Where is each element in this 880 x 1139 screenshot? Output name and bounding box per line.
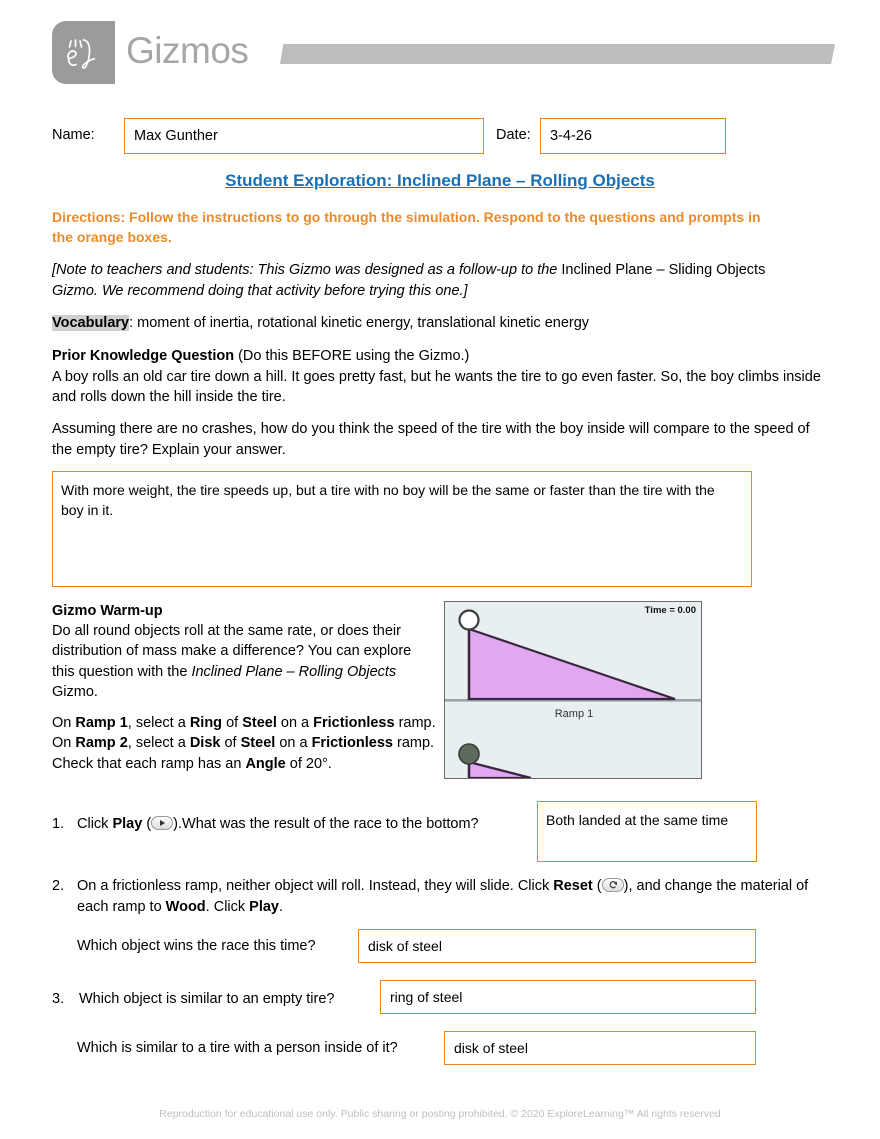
wp-t4: ramp. On: [52, 715, 436, 752]
wp-t2: of: [222, 715, 243, 731]
question-3-number: 3.: [52, 991, 65, 1007]
question-3b-label: Which is similar to a tire with a person inside of it?: [77, 1040, 398, 1056]
page-title: Student Exploration: Inclined Plane – Rolling Objects: [225, 171, 655, 190]
question-1-answer-value: Both landed at the same time: [546, 812, 729, 828]
gizmos-logo-badge: [52, 21, 115, 84]
name-label: Name:: [52, 127, 95, 143]
q1-post-b: ).What was the result of the race to the bottom?: [173, 816, 479, 832]
simulation-time-readout: Time = 0.00: [644, 605, 696, 616]
prior-knowledge-paragraph-1: A boy rolls an old car tire down a hill. It goes pretty fast, but he wants the tire to go even faster. So, the boy climbs inside and rolls down the hill inside the tire.: [52, 368, 821, 406]
wp-b8: Frictionless: [311, 735, 393, 752]
vocabulary-line: [52, 313, 589, 334]
gizmos-el-monogram-icon: [52, 21, 115, 84]
simulation-canvas: [445, 602, 701, 778]
q2-b: (: [592, 878, 602, 894]
question-1-answer-box[interactable]: [537, 801, 757, 862]
question-3-answer-box[interactable]: [380, 980, 756, 1014]
wp-b9: Angle: [245, 755, 286, 772]
wp-b1: Ramp 1: [75, 715, 128, 731]
prior-knowledge-paragraph-2: Assuming there are no crashes, how do you think the speed of the tire with the boy inside will compare to the speed of the empty tire? Explain your answer.: [52, 421, 810, 458]
page-header: [0, 0, 880, 100]
vocabulary-terms: moment of inertia, rotational kinetic energy, translational kinetic energy: [133, 315, 590, 331]
q2-bold-play: Play: [249, 898, 280, 915]
wp-b7: Steel: [240, 735, 276, 752]
wp-b6: Disk: [189, 735, 221, 752]
ring-object-icon: [460, 611, 479, 630]
question-3b-answer-box[interactable]: [444, 1031, 756, 1065]
question-3-text: Which object is similar to an empty tire?: [79, 991, 335, 1007]
wp-t6: of: [220, 735, 241, 752]
question-1: [52, 814, 522, 834]
q2-bold-reset: Reset: [553, 878, 593, 894]
wp-t1: , select a: [127, 715, 190, 731]
reset-button-icon[interactable]: [602, 878, 624, 892]
date-input[interactable]: [540, 118, 726, 154]
q2-bold-wood: Wood: [165, 898, 206, 915]
question-3b-answer-value: disk of steel: [454, 1040, 528, 1056]
q1-post-a: (: [142, 816, 152, 832]
name-input[interactable]: [124, 118, 484, 154]
q2-d: . Click: [205, 898, 250, 915]
date-label: Date:: [496, 127, 531, 143]
question-2b-answer-value: disk of steel: [368, 938, 442, 954]
q1-pre: Click: [77, 816, 113, 832]
name-input-value: Max Gunther: [134, 128, 218, 144]
page-footer: Reproduction for educational use only. Public sharing or posting prohibited. © 2020 ExploreLearning™ All rights reserved: [159, 1108, 721, 1120]
question-3-answer-value: ring of steel: [390, 989, 463, 1005]
directions-text: Directions: Follow the instructions to go through the simulation. Respond to the questions and prompts in the orange boxes.: [52, 209, 761, 245]
teacher-note: [52, 260, 814, 301]
header-gray-bar: [280, 44, 835, 64]
prior-knowledge-answer-box[interactable]: [52, 471, 752, 587]
vocabulary-label: Vocabulary: [52, 315, 130, 331]
note-italic-2: Gizmo. We recommend doing that activity before trying this one.]: [52, 282, 468, 299]
wp-t3: on a: [276, 715, 314, 731]
question-2: [52, 876, 820, 917]
prior-knowledge-answer-value: With more weight, the tire speeds up, but a tire with no boy will be the same or faster than the tire with the boy in it.: [61, 482, 715, 519]
question-2-text: [77, 876, 820, 917]
wp-t8: ramp. Check that each ramp has an: [52, 735, 435, 772]
wp-b5: Ramp 2: [75, 735, 128, 752]
warmup-p1-b: Gizmo.: [52, 684, 98, 701]
q2-e: .: [279, 898, 284, 915]
note-roman-1: Inclined Plane – Sliding Objects: [561, 262, 766, 278]
prior-knowledge-heading: Prior Knowledge Question: [52, 348, 235, 364]
warmup-paragraph-1: [52, 621, 436, 703]
gizmos-wordmark: Gizmos: [126, 30, 249, 71]
name-date-row: [0, 118, 880, 156]
question-1-text: [77, 814, 522, 834]
prior-knowledge-heading-suffix: (Do this BEFORE using the Gizmo.): [234, 348, 470, 364]
wp-b2: Ring: [189, 715, 223, 731]
question-1-number: 1.: [52, 816, 65, 832]
warmup-paragraph-2: [52, 713, 436, 774]
prior-knowledge-block: [52, 346, 822, 408]
question-2-number: 2.: [52, 878, 65, 894]
wp-t5: , select a: [127, 735, 190, 752]
wp-b4: Frictionless: [313, 715, 395, 731]
wp-b3: Steel: [242, 715, 277, 731]
warmup-p1-gizmo-name: Inclined Plane – Rolling Objects: [191, 663, 397, 680]
simulation-ramp1-label: Ramp 1: [554, 708, 594, 720]
question-3: [52, 989, 382, 1009]
note-italic-1: [Note to teachers and students: This Gizmo was designed as a follow-up to the: [52, 262, 562, 278]
question-2b-answer-box[interactable]: [358, 929, 756, 963]
wp-pre: On: [52, 715, 76, 731]
vocabulary-colon: :: [129, 315, 134, 331]
wp-t9: of 20°.: [285, 755, 332, 772]
question-2b-label: Which object wins the race this time?: [77, 938, 316, 954]
q2-a: On a frictionless ramp, neither object will roll. Instead, they will slide. Click: [77, 878, 554, 894]
wp-t7: on a: [275, 735, 312, 752]
warmup-p1-a: Do all round objects roll at the same rate, or does their distribution of mass make a difference? You can explore this question with the: [52, 623, 412, 680]
gizmo-simulation-screenshot: [444, 601, 702, 779]
q2-c: ), and change the material of each ramp to: [77, 878, 809, 915]
warmup-heading: Gizmo Warm-up: [52, 603, 163, 619]
date-input-value: 3-4-26: [550, 128, 592, 144]
disk-object-icon: [459, 744, 479, 764]
q1-bold-play: Play: [112, 816, 143, 832]
play-button-icon[interactable]: [151, 816, 173, 830]
